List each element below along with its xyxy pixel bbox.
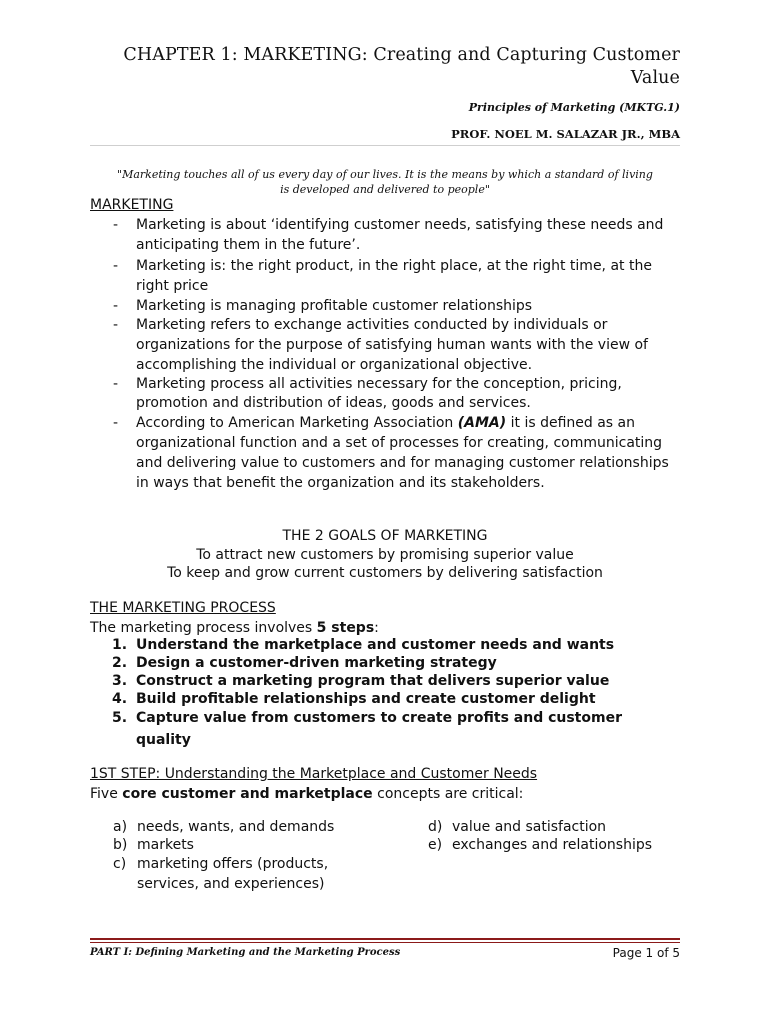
definition-text: Marketing is managing profitable customer relationships	[136, 298, 533, 314]
step-item: 4. Build profitable relationships and create customer delight	[112, 691, 596, 707]
first-step-intro	[90, 785, 680, 803]
process-intro-end: :	[374, 620, 379, 636]
goal-2: To keep and grow current customers by delivering satisfaction	[167, 565, 603, 581]
concept-item	[113, 854, 357, 894]
concept-label: c)	[113, 856, 127, 872]
ama-text-before: According to American Marketing Association	[136, 415, 458, 431]
footer-divider	[90, 938, 680, 940]
professor-name: PROF. NOEL M. SALAZAR JR., MBA	[451, 127, 680, 141]
concept-text: exchanges and relationships	[452, 837, 653, 853]
concept-label: d)	[428, 819, 443, 835]
goals-heading: THE 2 GOALS OF MARKETING	[282, 528, 488, 544]
step-item: 2. Design a customer-driven marketing strategy	[112, 655, 497, 671]
page-number: Page 1 of 5	[612, 946, 680, 960]
quote-line-1: "Marketing touches all of us every day of our lives. It is the means by which a standard of living	[117, 168, 653, 181]
concept-label: b)	[113, 837, 128, 853]
goals-section	[90, 527, 680, 583]
list-item	[90, 315, 680, 375]
step-text: Capture value from customers to create profits and customer quality	[136, 710, 622, 748]
concept-item	[113, 818, 413, 836]
concept-text: value and satisfaction	[452, 819, 607, 835]
step-item: 1. Understand the marketplace and customer needs and wants	[112, 637, 615, 653]
intro-text: Five	[90, 786, 123, 802]
list-item	[90, 256, 680, 296]
step-item: 5. Capture value from customers to create profits and customer quality	[112, 710, 622, 748]
concept-item	[113, 836, 413, 854]
concept-item	[428, 818, 688, 836]
definition-text: Marketing refers to exchange activities conducted by individuals or organizations for the purpose of satisfying human wants with the view of accomplishing the individual or organizational objective.	[136, 317, 648, 373]
concept-label: a)	[113, 819, 128, 835]
definition-text: Marketing process all activities necessary for the conception, pricing, promotion and distribution of ideas, goods and services.	[136, 376, 622, 411]
concepts-column-right	[428, 818, 688, 854]
concepts-column-left	[113, 818, 413, 894]
footer-divider-thin	[90, 942, 680, 943]
list-item	[90, 413, 680, 493]
concept-item	[428, 836, 688, 854]
header-divider	[90, 145, 680, 146]
course-name: Principles of Marketing (MKTG.1)	[468, 101, 680, 114]
list-item	[90, 297, 680, 315]
intro-bold: core customer and marketplace	[122, 786, 373, 802]
process-intro-text: The marketing process involves	[90, 620, 317, 636]
step-item: 3. Construct a marketing program that delivers superior value	[112, 673, 610, 689]
marketing-steps-list	[90, 636, 680, 751]
list-item	[90, 215, 680, 255]
footer-part-title: PART I: Defining Marketing and the Marketing Process	[90, 947, 401, 958]
marketing-definitions-list	[90, 215, 680, 493]
step-text: Build profitable relationships and create customer delight	[136, 691, 596, 707]
marketing-process-heading: THE MARKETING PROCESS	[90, 600, 276, 616]
concept-text: markets	[137, 837, 194, 853]
concept-label: e)	[428, 837, 443, 853]
step-text: Construct a marketing program that delivers superior value	[136, 673, 610, 689]
definition-text: Marketing is about ‘identifying customer needs, satisfying these needs and anticipating them in the future’.	[136, 217, 664, 253]
marketing-heading: MARKETING	[90, 197, 174, 213]
step-text: Design a customer-driven marketing strategy	[136, 655, 497, 671]
opening-quote	[90, 167, 680, 197]
definition-text: Marketing is: the right product, in the right place, at the right time, at the right price	[136, 258, 652, 294]
first-step-heading: 1ST STEP: Understanding the Marketplace and Customer Needs	[90, 766, 538, 782]
step-text: Understand the marketplace and customer needs and wants	[136, 637, 615, 653]
goal-1: To attract new customers by promising superior value	[196, 546, 574, 563]
ama-text-after: it is defined as an organizational function and a set of processes for creating, communicating and delivering value to customers and for managing customer relationships in ways that benefit the organization and its stakeholders.	[136, 415, 669, 491]
list-item	[90, 375, 680, 413]
process-intro	[90, 619, 680, 637]
process-intro-bold: 5 steps	[316, 620, 375, 636]
concept-text: needs, wants, and demands	[137, 819, 335, 835]
ama-abbreviation: (AMA)	[457, 415, 507, 431]
concept-text: marketing offers (products, services, and experiences)	[137, 856, 329, 892]
chapter-title: CHAPTER 1: MARKETING: Creating and Capturing Customer Value	[123, 45, 680, 88]
quote-line-2: is developed and delivered to people"	[280, 183, 490, 196]
intro-end: concepts are critical:	[372, 786, 524, 802]
